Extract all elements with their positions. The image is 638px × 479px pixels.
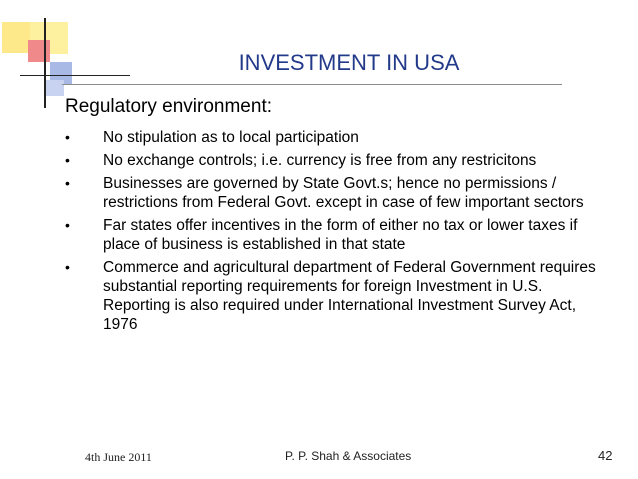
bullet-marker: • bbox=[65, 152, 70, 168]
slide-title-text: INVESTMENT IN USA bbox=[238, 50, 460, 75]
title-underline-rule bbox=[62, 84, 562, 85]
bullet-text: Far states offer incentives in the form of either no tax or lower taxes if place of business is established in that state bbox=[103, 217, 578, 253]
footer-firm-name: P. P. Shah & Associates bbox=[285, 449, 412, 463]
slide-content bbox=[65, 96, 610, 338]
bullet-text: No exchange controls; i.e. currency is free from any restricitons bbox=[103, 152, 537, 169]
bullet-text: Businesses are governed by State Govt.s; hence no permissions / restrictions from Federal Govt. except in case of few important sectors bbox=[103, 175, 584, 211]
bullet-item bbox=[65, 151, 610, 170]
bullet-list bbox=[65, 128, 610, 334]
bullet-item bbox=[65, 216, 610, 254]
footer-date: 4th June 2011 bbox=[85, 450, 152, 464]
bullet-item bbox=[65, 258, 610, 334]
bullet-marker: • bbox=[65, 217, 70, 233]
bullet-item bbox=[65, 128, 610, 147]
bullet-marker: • bbox=[65, 175, 70, 191]
slide-title bbox=[0, 50, 638, 76]
bullet-marker: • bbox=[65, 129, 70, 145]
bullet-text: Commerce and agricultural department of Federal Government requires substantial reporting requirements for foreign Investment in U.S. Reporting is also required under International Investment Survey Act, 1976 bbox=[103, 259, 596, 333]
decor-square-blue-light bbox=[46, 80, 64, 96]
section-heading: Regulatory environment: bbox=[65, 96, 272, 117]
bullet-marker: • bbox=[65, 259, 70, 275]
bullet-text: No stipulation as to local participation bbox=[103, 129, 359, 146]
page-number: 42 bbox=[598, 448, 613, 463]
bullet-item bbox=[65, 174, 610, 212]
